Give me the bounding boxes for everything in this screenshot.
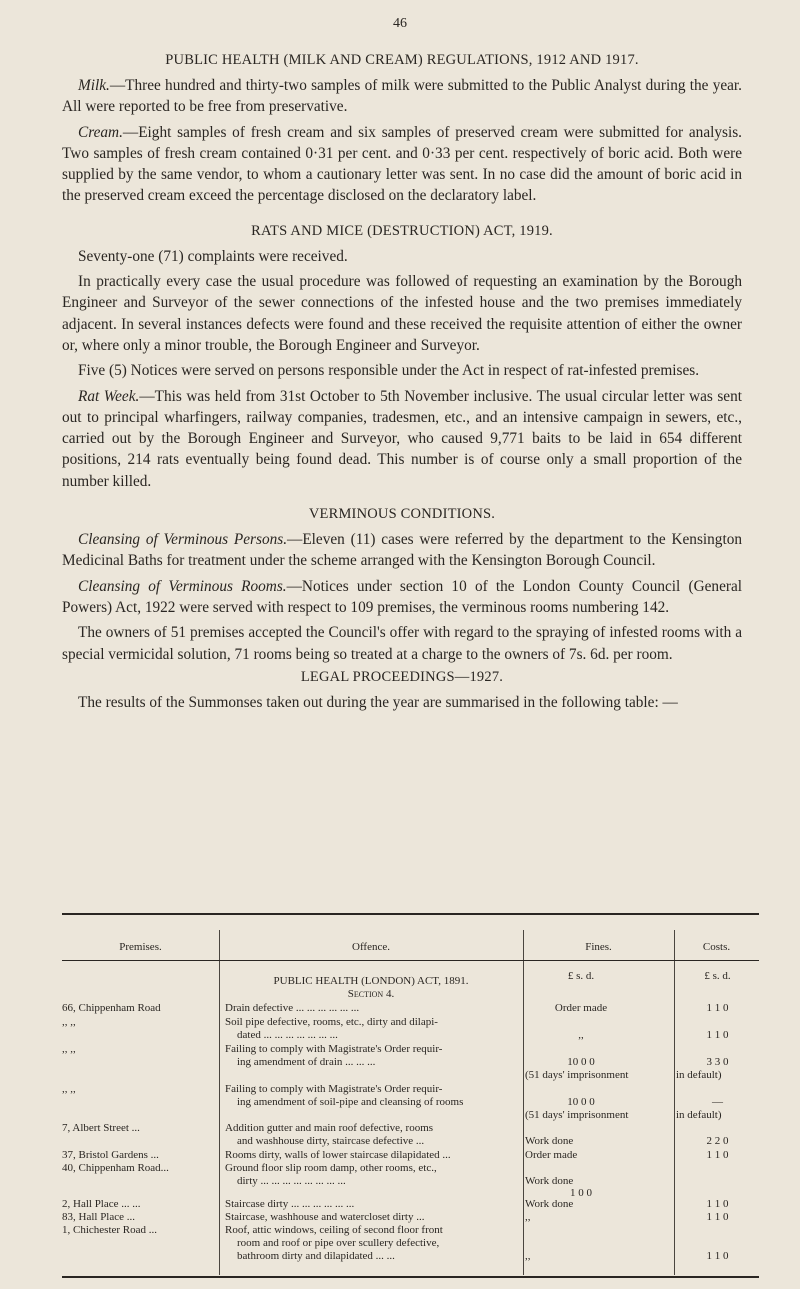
legal-heading: LEGAL PROCEEDINGS—1927. (300, 668, 504, 685)
premises-cell: 66, Chippenham Road (62, 1002, 161, 1014)
premises-cell: 1, Chichester Road ... (62, 1224, 158, 1236)
verminous-persons-paragraph (62, 529, 742, 572)
offence-header: Offence. (352, 941, 390, 953)
verminous-rooms-text: —Notices under section 10 of the London County Council (General Powers) Act, 1922 were served with respect to 109 premises, the verminous rooms numbering 142. (62, 577, 742, 616)
column-divider (674, 930, 675, 1275)
cream-label: Cream. (78, 123, 123, 141)
page-number: 46 (393, 16, 407, 31)
costs-cell: — (712, 1096, 723, 1108)
verminous-persons-label: Cleansing of Verminous Persons. (78, 531, 288, 549)
premises-cell: 7, Albert Street ... (62, 1122, 140, 1134)
verminous-heading: VERMINOUS CONDITIONS. (308, 506, 496, 523)
rat-week-label: Rat Week. (78, 387, 140, 405)
premises-cell: 37, Bristol Gardens ... (62, 1149, 159, 1161)
costs-cell: 1 1 0 (706, 1002, 729, 1014)
fines-cell-note: (51 days' imprisonment (525, 1109, 629, 1121)
costs-cell: 1 1 0 (706, 1211, 729, 1223)
table-header-rule (62, 960, 759, 961)
premises-cell: 40, Chippenham Road... (62, 1162, 169, 1174)
offence-cell-line3: bathroom dirty and dilapidated ... ... (237, 1250, 395, 1262)
offence-cell-line2: ing amendment of drain ... ... ... (237, 1056, 376, 1068)
rats-heading: RATS AND MICE (DESTRUCTION) ACT, 1919. (251, 222, 553, 239)
premises-cell: 2, Hall Place ... ... (62, 1198, 141, 1210)
rat-week-text: —This was held from 31st October to 5th November inclusive. The usual circular letter was sent out to principal wharfingers, railway companies, tradesmen, etc., and an intensive campaign in sewers, etc., carried out by the Borough Engineer and Surveyor, who caused 9,771 baits to be laid in 654 different positions, 214 rats eventually being found dead. This number is of course only a small proportion of the number killed. (62, 387, 742, 490)
fines-cell-note: (51 days' imprisonment (525, 1069, 629, 1081)
verminous-rooms-paragraph (62, 576, 742, 619)
offence-cell: Rooms dirty, walls of lower staircase dilapidated ... (225, 1149, 451, 1161)
fines-cell: ,, (525, 1211, 531, 1223)
offence-cell: Staircase, washhouse and watercloset dirty ... (225, 1211, 425, 1223)
legal-intro: The results of the Summonses taken out during the year are summarised in the following table: — (78, 693, 678, 711)
costs-units: £ s. d. (704, 970, 731, 982)
fines-cell: Work done (525, 1198, 574, 1210)
offence-cell-line2: room and roof or pipe over scullery defective, (237, 1237, 440, 1249)
offence-cell: Failing to comply with Magistrate's Order requir- (225, 1083, 443, 1095)
section1-title: PUBLIC HEALTH (LONDON) ACT, 1891. (273, 975, 469, 987)
rats-notices: Five (5) Notices were served on persons responsible under the Act in respect of rat-infested premises. (78, 362, 700, 380)
rats-procedure: In practically every case the usual procedure was followed of requesting an examination by the Borough Engineer and Surveyor of the sewer connections of the infested house and the two premises immediately adjacent. In several instances defects were found and these received the requisite attention of either the owner or, where only a minor trouble, the Borough Engineer and Surveyor. (62, 273, 742, 354)
milk-text: —Three hundred and thirty-two samples of milk were submitted to the Public Analyst during the year. All were reported to be free from preservative. (62, 77, 742, 116)
fines-cell: Order made (554, 1002, 608, 1014)
fines-cell: 10 0 0 (567, 1056, 595, 1068)
verminous-rooms-label: Cleansing of Verminous Rooms. (78, 577, 287, 595)
fines-cell-amount: 1 0 0 (570, 1187, 592, 1199)
fines-units: £ s. d. (567, 970, 595, 982)
costs-header: Costs. (702, 941, 731, 953)
fines-cell: ,, (578, 1029, 584, 1041)
milk-label: Milk. (78, 77, 110, 94)
report-body (62, 50, 742, 717)
table-top-rule (62, 913, 759, 915)
column-divider (219, 930, 220, 1275)
fines-cell: ,, (525, 1250, 531, 1262)
verminous-persons-text: —Eleven (11) cases were referred by the department to the Kensington Medicinal Baths for treatment under the scheme arranged with the Kensington Borough Council. (62, 531, 742, 570)
offence-cell: Failing to comply with Magistrate's Order requir- (225, 1043, 443, 1055)
offence-cell: Staircase dirty ... ... ... ... ... ... (225, 1198, 355, 1210)
offence-cell-line2: dirty ... ... ... ... ... ... ... ... (237, 1175, 346, 1187)
milk-cream-heading: PUBLIC HEALTH (MILK AND CREAM) REGULATIONS, 1912 AND 1917. (165, 52, 639, 68)
costs-cell: 1 1 0 (706, 1149, 729, 1161)
costs-cell-note: in default) (676, 1109, 722, 1121)
fines-cell: 10 0 0 (567, 1096, 595, 1108)
milk-paragraph (62, 75, 742, 118)
fines-cell: Work done (525, 1175, 574, 1187)
fines-header: Fines. (585, 941, 612, 953)
cream-text: —Eight samples of fresh cream and six samples of preserved cream were submitted for analysis. Two samples of fresh cream contained 0·31 per cent. and 0·33 per cent. respectively of boric acid. Both were supplied by the same vendor, to whom a cautionary letter was sent. In no case did the amount of boric acid in the preserved cream exceed the percentage disclosed on the declaratory label. (62, 123, 742, 205)
costs-cell: 1 1 0 (706, 1198, 729, 1210)
costs-cell: 3 3 0 (706, 1056, 729, 1068)
costs-cell-note: in default) (676, 1069, 722, 1081)
section1-sub: Section 4. (347, 988, 395, 1000)
rat-week-paragraph (62, 386, 742, 492)
premises-cell: ,, ,, (62, 1043, 76, 1055)
rats-complaints: Seventy-one (71) complaints were received. (78, 247, 348, 265)
cream-paragraph (62, 122, 742, 207)
offence-cell: Roof, attic windows, ceiling of second floor front (225, 1224, 443, 1236)
offence-cell-line2: and washhouse dirty, staircase defective ... (237, 1135, 425, 1147)
costs-cell: 1 1 0 (706, 1250, 729, 1262)
offence-cell: Drain defective ... ... ... ... ... ... (225, 1002, 360, 1014)
premises-header: Premises. (119, 941, 162, 953)
costs-cell: 2 2 0 (706, 1135, 729, 1147)
verminous-owners-paragraph: The owners of 51 premises accepted the Council's offer with regard to the spraying of infested rooms with a special vermicidal solution, 71 rooms being so treated at a charge to the owners of 7s. 6d. per room. (62, 624, 742, 663)
offence-cell-line2: dated ... ... ... ... ... ... ... (237, 1029, 338, 1041)
premises-cell: 83, Hall Place ... (62, 1211, 136, 1223)
fines-cell: Order made (525, 1149, 578, 1161)
premises-cell: ,, ,, (62, 1016, 76, 1028)
offence-cell-line2: ing amendment of soil-pipe and cleansing of rooms (237, 1096, 464, 1108)
premises-cell: ,, ,, (62, 1083, 76, 1095)
costs-cell: 1 1 0 (706, 1029, 729, 1041)
fines-cell: Work done (525, 1135, 574, 1147)
table-bottom-rule (62, 1276, 759, 1278)
offence-cell: Soil pipe defective, rooms, etc., dirty and dilapi- (225, 1016, 438, 1028)
offence-cell: Addition gutter and main roof defective, rooms (225, 1122, 434, 1134)
offence-cell: Ground floor slip room damp, other rooms, etc., (225, 1162, 437, 1174)
